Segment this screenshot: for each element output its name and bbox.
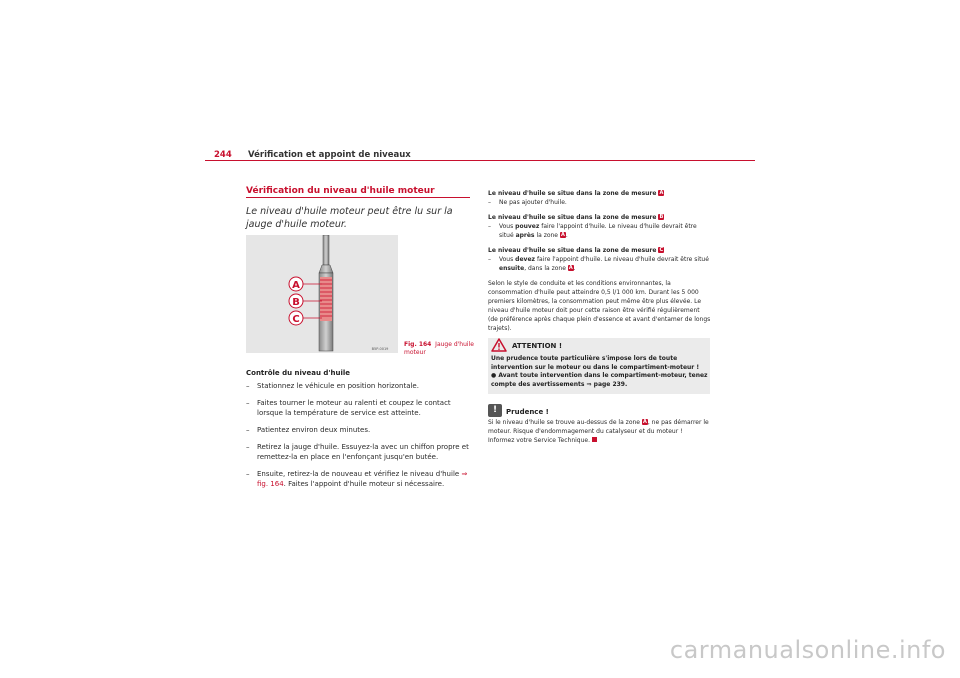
zone-badge-b: B (659, 214, 664, 220)
figure-code: B5P-0019 (371, 347, 389, 351)
zone-a-block: Le niveau d'huile se situe dans la zone de mesure A – Ne pas ajouter d'huile. (488, 190, 664, 206)
zone-badge-c: C (659, 247, 664, 253)
consumption-paragraph: Selon le style de conduite et les conditions environnantes, la consommation d'huile peut atteindre 0,5 l/1 000 km. Durant les 5 000 premiers kilomètres, la consommation peut même être plus élevée. Le niveau d'huile moteur doit pour cette raison être vérifié régulièrement (de préférence après chaque plein d'essence et avant d'entamer de longs trajets). (488, 280, 711, 332)
procedure-step: – Stationnez le véhicule en position horizontale. (246, 382, 419, 390)
figure-number: Fig. 164 (404, 341, 432, 348)
figure-caption-text: Jauge d'huile moteur (404, 341, 474, 356)
end-marker (592, 437, 597, 442)
header-rule (205, 160, 755, 161)
section-rule (246, 197, 470, 198)
figure-caption (404, 341, 474, 357)
right-column (488, 189, 711, 333)
dipstick-illustration (246, 235, 398, 353)
caution-icon: ! (488, 404, 502, 417)
dipstick-figure (246, 235, 398, 353)
warning-title: ATTENTION ! (512, 342, 563, 350)
zone-badge-a: A (568, 265, 573, 271)
zone-label-a: A (292, 280, 300, 291)
page-link[interactable]: ⇒ page 239. (586, 380, 628, 388)
procedure-step: – Faites tourner le moteur au ralenti et coupez le contact lorsque la température de service est atteinte. (246, 399, 451, 417)
header-title: Vérification et appoint de niveaux (248, 150, 411, 160)
section-intro: Le niveau d'huile moteur peut être lu sur la jauge d'huile moteur. (246, 206, 453, 230)
section-title: Vérification du niveau d'huile moteur (246, 186, 435, 196)
warning-triangle-icon (491, 337, 507, 356)
caution-title: Prudence ! (506, 408, 549, 416)
warning-body: Une prudence toute particulière s'impose lors de toute intervention sur le moteur ou dans le compartiment-moteur ! ● Avant toute intervention dans le compartiment-moteur, tenez compte des avertissements ⇒ page 239. (491, 355, 708, 388)
zone-b-block: Le niveau d'huile se situe dans la zone de mesure B – Vous pouvez faire l'appoint d'huile. Le niveau d'huile devrait être situé après la zone A. (488, 214, 697, 239)
zone-c-block: Le niveau d'huile se situe dans la zone de mesure C – Vous devez faire l'appoint d'huile. Le niveau d'huile devrait être situé ensuite, dans la zone A. (488, 247, 709, 272)
figure-link[interactable]: ⇒ fig. 164 (257, 470, 468, 488)
watermark: carmanualsonline.info (669, 636, 946, 664)
zone-badge-a: A (642, 419, 647, 425)
zone-label-b: B (292, 297, 300, 308)
procedure-step: – Patientez environ deux minutes. (246, 426, 371, 434)
zone-badge-a: A (659, 190, 664, 196)
procedure-step: – Ensuite, retirez-la de nouveau et vérifiez le niveau d'huile ⇒ fig. 164. Faites l'appoint d'huile moteur si nécessaire. (246, 470, 468, 488)
zone-label-c: C (292, 314, 300, 325)
zone-badge-a: A (561, 232, 565, 238)
bullet-icon: ● (491, 372, 497, 379)
left-column (246, 368, 474, 496)
procedure-step: – Retirez la jauge d'huile. Essuyez-la avec un chiffon propre et remettez-la en place en l'enfonçant jusqu'en butée. (246, 443, 469, 461)
page-number: 244 (214, 150, 232, 160)
caution-body: Si le niveau d'huile se trouve au-dessus de la zone A, ne pas démarrer le moteur. Risque d'endommagement du catalyseur et du moteur ! Informez votre Service Technique. (488, 419, 709, 444)
procedure-heading: Contrôle du niveau d'huile (246, 369, 351, 377)
